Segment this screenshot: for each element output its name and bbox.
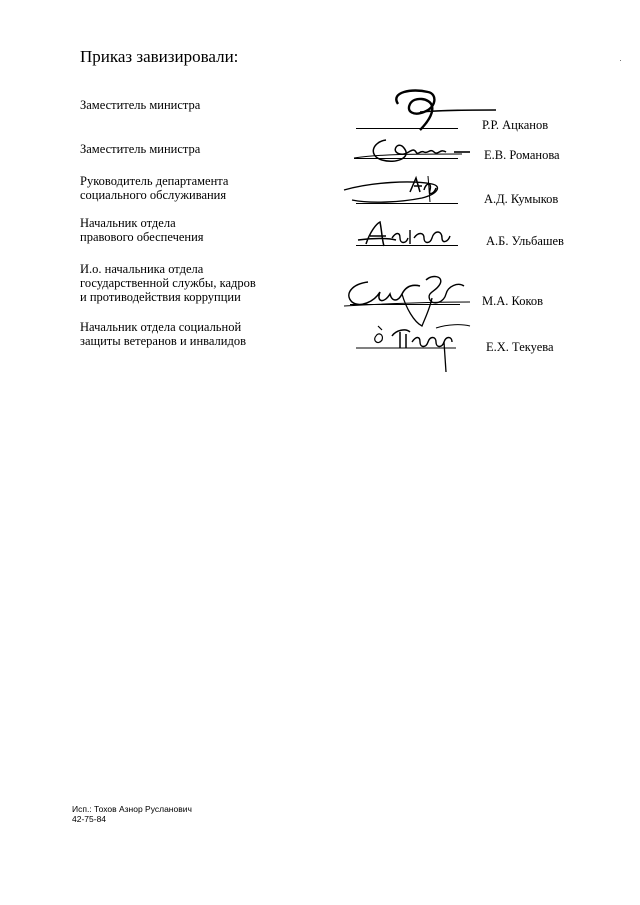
approver-position: Начальник отдела правового обеспечения xyxy=(80,216,204,244)
approver-position: И.о. начальника отдела государственной службы, кадров и противодействия коррупции xyxy=(80,262,256,304)
approver-name: А.Б. Ульбашев xyxy=(486,234,564,248)
approver-position: Начальник отдела социальной защиты ветеранов и инвалидов xyxy=(80,320,246,348)
signature-image xyxy=(352,132,482,172)
signature-line xyxy=(356,245,458,246)
footer xyxy=(72,804,192,824)
approver-name: М.А. Коков xyxy=(482,294,544,308)
signature-image xyxy=(342,172,492,212)
approver-name: А.Д. Кумыков xyxy=(484,192,559,206)
executor-note: Исп.: Тохов Азнор Русланович xyxy=(72,804,192,814)
signature-line xyxy=(356,203,458,204)
signature-image xyxy=(352,218,472,252)
approver-name: Р.Р. Ацканов xyxy=(482,118,549,132)
signature-image xyxy=(350,86,500,132)
approver-position: Заместитель министра xyxy=(80,142,201,156)
approver-name: Е.В. Романова xyxy=(484,148,560,162)
signature-image xyxy=(356,320,476,374)
signature-line xyxy=(356,128,458,129)
signature-line xyxy=(354,158,458,159)
approver-position: Руководитель департамента социального обслуживания xyxy=(80,174,229,202)
signature-line xyxy=(350,304,460,305)
executor-phone: 42-75-84 xyxy=(72,814,107,824)
page-title: Приказ завизировали: xyxy=(80,47,239,66)
approver-name: Е.Х. Текуева xyxy=(486,340,554,354)
scan-speck xyxy=(620,60,621,61)
approver-position: Заместитель министра xyxy=(80,98,201,112)
